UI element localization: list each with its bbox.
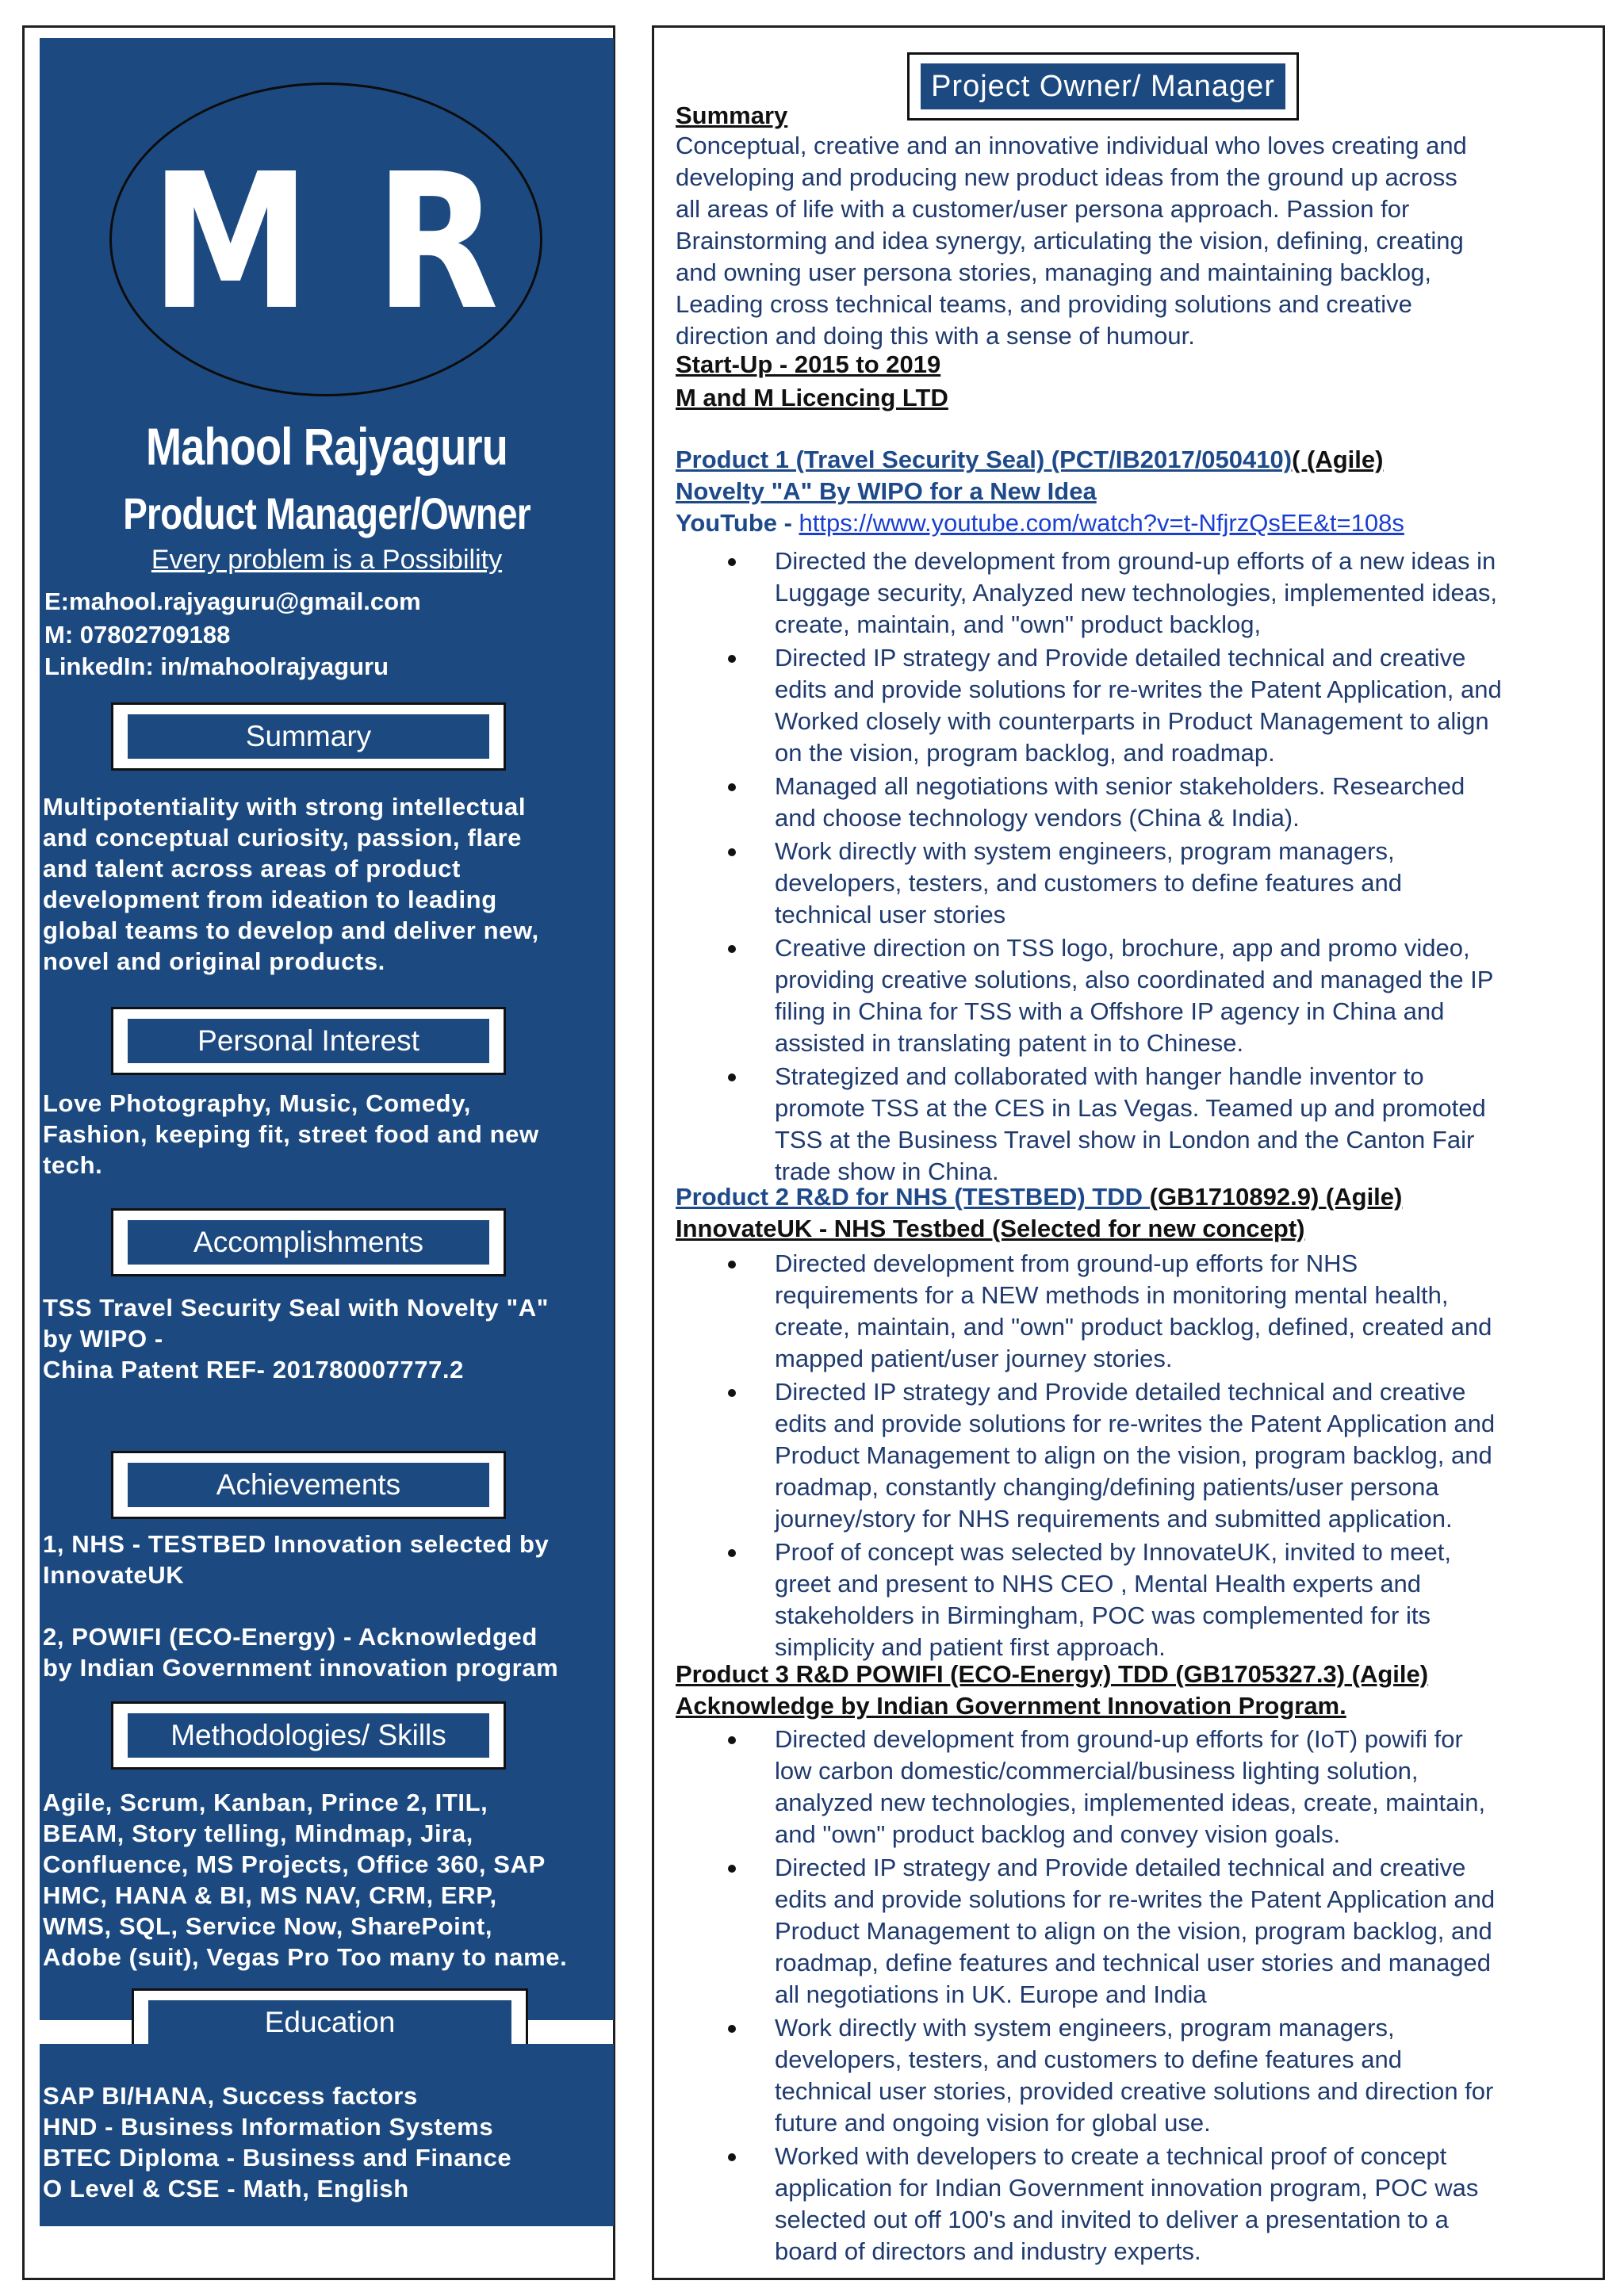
product2-subtitle: InnovateUK - NHS Testbed (Selected for new concept) bbox=[676, 1215, 1305, 1242]
interest-heading-box bbox=[111, 1007, 506, 1075]
achievements-heading: Achievements bbox=[128, 1463, 489, 1507]
education-text: SAP BI/HANA, Success factors HND - Business Information Systems BTEC Diploma - Business and Finance O Level & CSE - Math, English bbox=[43, 2082, 512, 2202]
list-item: Directed IP strategy and Provide detailed technical and creative edits and provide solutions for re-writes the Patent Application and Product Management to align on the vision, program backlog, and roadmap, constantly changing/defining patients/user persona journey/story for NHS requirements and submitted application. bbox=[676, 1376, 1588, 1535]
tagline: Every problem is a Possibility bbox=[151, 545, 503, 575]
page-title: Project Owner/ Manager bbox=[921, 63, 1285, 109]
list-item: Proof of concept was selected by InnovateUK, invited to meet, greet and present to NHS CEO , Mental Health experts and stakeholders in Birmingham, POC was complemented for its simplicity and patient first approach. bbox=[676, 1536, 1588, 1663]
list-item: Strategized and collaborated with hanger handle inventor to promote TSS at the CES in Las Vegas. Teamed up and promoted TSS at the Business Travel show in London and the Canton Fair trade show in China. bbox=[676, 1061, 1588, 1188]
summary-heading-main: Summary bbox=[676, 101, 788, 129]
skills-text: Agile, Scrum, Kanban, Prince 2, ITIL, BEAM, Story telling, Mindmap, Jira, Confluence, MS Projects, Office 360, SAP HMC, HANA & BI, MS NAV, CRM, ERP, WMS, SQL, Service Now, SharePoint, Adobe (suit), Vegas Pro Too many to name. bbox=[43, 1789, 568, 1971]
list-item: Directed the development from ground-up efforts of a new ideas in Luggage security, Analyzed new technologies, implemented ideas, create, maintain, and "own" product backlog, bbox=[676, 545, 1588, 641]
product3-title: Product 3 R&D POWIFI (ECO-Energy) TDD (GB1705327.3) (Agile) bbox=[676, 1660, 1429, 1688]
list-item: Directed IP strategy and Provide detailed technical and creative edits and provide solutions for re-writes the Patent Application and Product Management to align on the vision, program backlog, and roadmap, define features and technical user stories and managed all negotiations in UK. Europe and India bbox=[676, 1852, 1588, 2011]
skills-heading-box bbox=[111, 1701, 506, 1770]
list-item: Work directly with system engineers, program managers, developers, testers, and customers to define features and technical user stories, provided creative solutions and direction for future and ongoing vision for global use. bbox=[676, 2012, 1588, 2139]
candidate-role: Product Manager/Owner bbox=[123, 488, 530, 538]
accomplishments-heading-box bbox=[111, 1208, 506, 1276]
sidebar-summary-text: Multipotentiality with strong intellectual and conceptual curiosity, passion, flare and talent across areas of product development from ideation to leading global teams to develop and deliver new, novel and original products. bbox=[43, 793, 539, 975]
summary-heading-box bbox=[111, 702, 506, 771]
list-item: Directed development from ground-up efforts for (IoT) powifi for low carbon domestic/commercial/business lighting solution, analyzed new technologies, implemented ideas, create, maintain, and "own" product backlog and convey vision goals. bbox=[676, 1724, 1588, 1850]
product3-subtitle: Acknowledge by Indian Government Innovation Program. bbox=[676, 1692, 1346, 1720]
phone-contact[interactable]: M: 07802709188 bbox=[44, 621, 231, 649]
skills-heading: Methodologies/ Skills bbox=[128, 1713, 489, 1758]
accomplishments-heading: Accomplishments bbox=[128, 1220, 489, 1265]
list-item: Work directly with system engineers, program managers, developers, testers, and customers to define features and technical user stories bbox=[676, 836, 1588, 931]
education-heading: Education bbox=[148, 2000, 511, 2045]
candidate-name: Mahool Rajyaguru bbox=[146, 417, 508, 476]
page-title-box bbox=[907, 52, 1299, 121]
product1-title: Product 1 (Travel Security Seal) (PCT/IB2017/050410)( (Agile) bbox=[676, 446, 1384, 473]
email-contact[interactable]: E:mahool.rajyaguru@gmail.com bbox=[44, 587, 421, 615]
summary-heading: Summary bbox=[128, 714, 489, 759]
product3-bullet-list bbox=[676, 1724, 1588, 2267]
product2-bullet-list bbox=[676, 1248, 1588, 1663]
list-item: Creative direction on TSS logo, brochure, app and promo video, providing creative solutions, also coordinated and managed the IP filing in China for TSS with a Offshore IP agency in China and assisted in translating patent in to Chinese. bbox=[676, 932, 1588, 1059]
achievements-text: 1, NHS - TESTBED Innovation selected by InnovateUK 2, POWIFI (ECO-Energy) - Acknowledged by Indian Government innovation program bbox=[43, 1530, 559, 1682]
achievements-heading-box bbox=[111, 1451, 506, 1519]
monogram: M R bbox=[150, 133, 504, 351]
product2-title: Product 2 R&D for NHS (TESTBED) TDD (GB1710892.9) (Agile) bbox=[676, 1183, 1403, 1211]
accomplishments-text: TSS Travel Security Seal with Novelty "A" by WIPO - China Patent REF- 201780007777.2 bbox=[43, 1294, 550, 1383]
list-item: Managed all negotiations with senior stakeholders. Researched and choose technology vendors (China & India). bbox=[676, 771, 1588, 834]
list-item: Directed IP strategy and Provide detailed technical and creative edits and provide solutions for re-writes the Patent Application, and Worked closely with counterparts in Product Management to align on the vision, program backlog, and roadmap. bbox=[676, 642, 1588, 769]
product1-youtube: YouTube - https://www.youtube.com/watch?v=t-NfjrzQsEE&t=108s bbox=[676, 509, 1404, 537]
list-item: Worked with developers to create a technical proof of concept application for Indian Government innovation program, POC was selected out off 100's and invited to deliver a presentation to a board of directors and industry experts. bbox=[676, 2141, 1588, 2267]
product1-novelty: Novelty "A" By WIPO for a New Idea bbox=[676, 477, 1097, 505]
interest-heading: Personal Interest bbox=[128, 1019, 489, 1063]
linkedin-contact[interactable]: LinkedIn: in/mahoolrajyaguru bbox=[44, 652, 389, 680]
list-item: Directed development from ground-up efforts for NHS requirements for a NEW methods in monitoring mental health, create, maintain, and "own" product backlog, defined, created and mapped patient/user journey stories. bbox=[676, 1248, 1588, 1375]
summary-body: Conceptual, creative and an innovative individual who loves creating and developing and producing new product ideas from the ground up across all areas of life with a customer/user persona approach. Passion for Brainstorming and idea synergy, articulating the vision, defining, creating and owning user persona stories, managing and maintaining backlog, Leading cross technical teams, and providing solutions and creative direction and doing this with a sense of humour. bbox=[676, 132, 1467, 350]
startup-heading: Start-Up - 2015 to 2019 bbox=[676, 350, 941, 378]
interest-text: Love Photography, Music, Comedy, Fashion, keeping fit, street food and new tech. bbox=[43, 1089, 539, 1179]
youtube-link[interactable]: https://www.youtube.com/watch?v=t-NfjrzQsEE&t=108s bbox=[799, 509, 1404, 537]
company-name: M and M Licencing LTD bbox=[676, 384, 948, 411]
product1-bullet-list bbox=[676, 545, 1588, 1188]
